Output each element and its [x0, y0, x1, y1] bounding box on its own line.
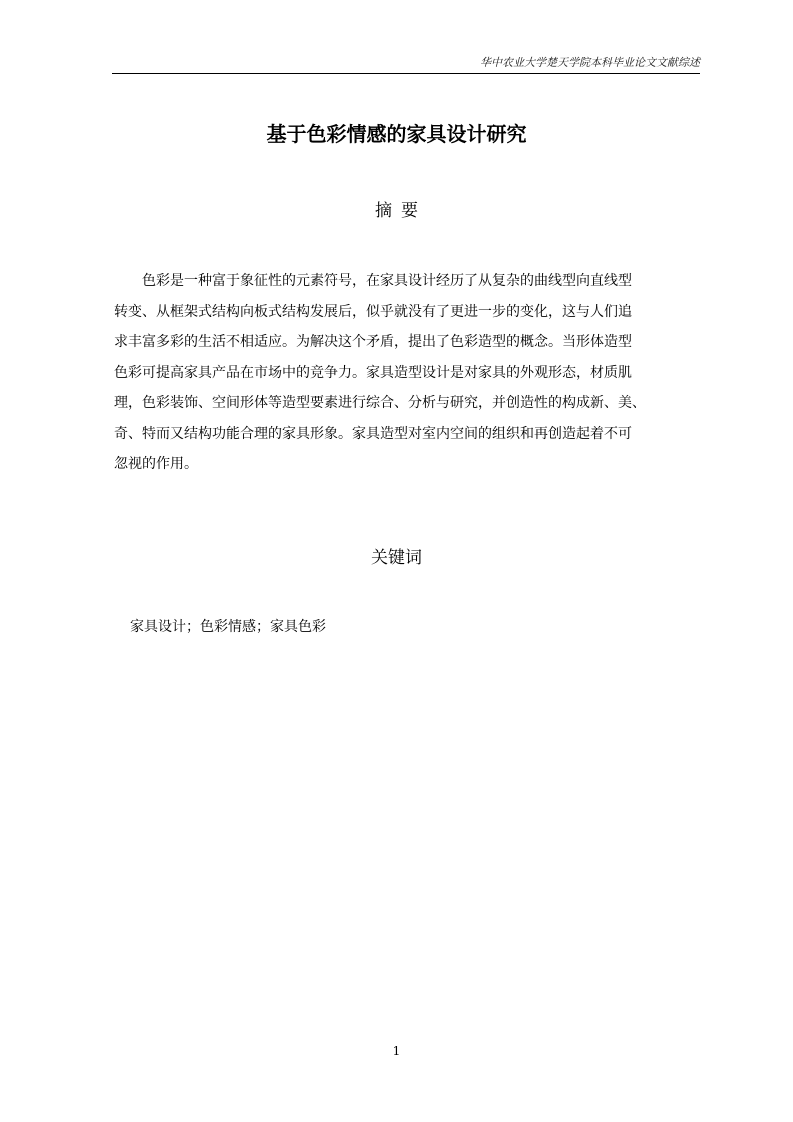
keywords-text: 家具设计；色彩情感；家具色彩 — [130, 619, 326, 635]
keywords-heading: 关键词 — [371, 548, 422, 568]
document-title: 基于色彩情感的家具设计研究 — [266, 122, 527, 146]
running-header: 华中农业大学楚天学院本科毕业论文文献综述 — [480, 56, 700, 69]
abstract-line: 理，色彩装饰、空间形体等造型要素进行综合、分析与研究，并创造性的构成新、美、 — [114, 395, 646, 411]
abstract-heading: 摘要 — [375, 201, 427, 221]
abstract-line: 色彩是一种富于象征性的元素符号，在家具设计经历了从复杂的曲线型向直线型 — [142, 273, 632, 289]
abstract-line: 求丰富多彩的生活不相适应。为解决这个矛盾，提出了色彩造型的概念。当形体造型 — [114, 334, 632, 350]
page-number: 1 — [392, 1044, 401, 1058]
abstract-line: 转变、从框架式结构向板式结构发展后，似乎就没有了更进一步的变化，这与人们追 — [114, 303, 632, 320]
abstract-line: 奇、特而又结构功能合理的家具形象。家具造型对室内空间的组织和再创造起着不可 — [114, 425, 632, 442]
abstract-line: 忽视的作用。 — [114, 456, 198, 472]
abstract-body — [114, 266, 698, 480]
abstract-line: 色彩可提高家具产品在市场中的竞争力。家具造型设计是对家具的外观形态，材质肌 — [114, 364, 632, 381]
header-rule — [112, 73, 700, 74]
